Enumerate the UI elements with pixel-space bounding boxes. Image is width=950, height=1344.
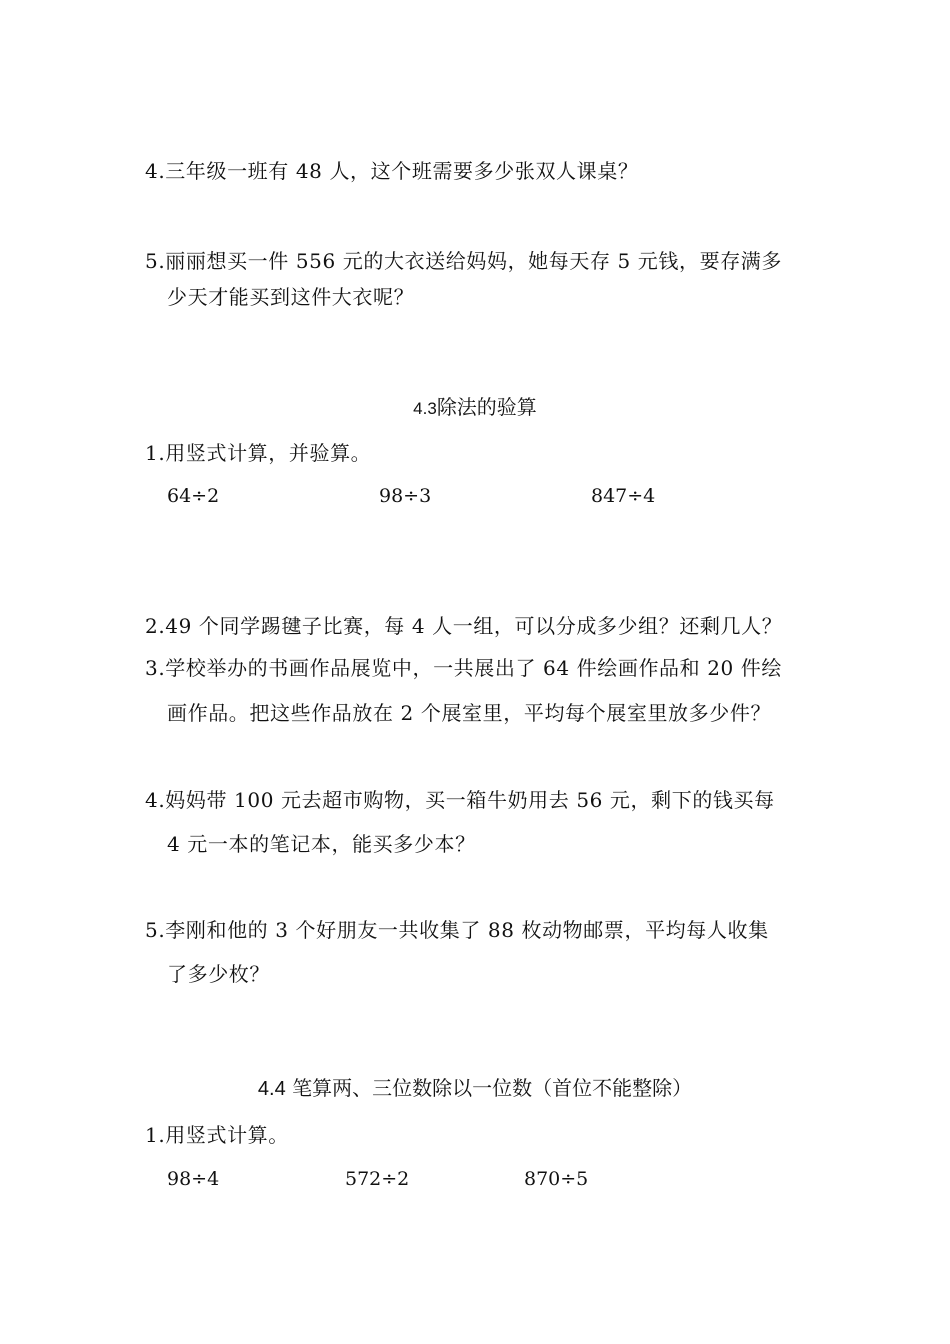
expression-2: 98÷3 <box>379 485 432 507</box>
question-4-3-3-line2: 画作品。把这些作品放在 2 个展室里，平均每个展室里放多少件？ <box>167 701 772 725</box>
question-4-2-5-line1: 5.丽丽想买一件 556 元的大衣送给妈妈，她每天存 5 元钱，要存满多 <box>145 249 783 273</box>
section-title: 笔算两、三位数除以一位数（首位不能整除） <box>292 1076 693 1100</box>
section-number: 4.4 <box>257 1078 286 1100</box>
expression-2: 572÷2 <box>345 1168 410 1190</box>
question-4-3-4-line2: 4 元一本的笔记本，能买多少本？ <box>167 832 476 856</box>
section-number: 4.3 <box>413 399 437 418</box>
question-4-3-5-line1: 5.李刚和他的 3 个好朋友一共收集了 88 枚动物邮票，平均每人收集 <box>145 918 769 942</box>
expression-3: 870÷5 <box>524 1168 589 1190</box>
expression-1: 64÷2 <box>167 485 220 507</box>
question-4-3-2: 2.49 个同学踢毽子比赛，每 4 人一组，可以分成多少组？还剩几人？ <box>145 614 783 638</box>
question-4-2-5-line2: 少天才能买到这件大衣呢？ <box>167 285 415 309</box>
section-heading-4-4 <box>0 1076 950 1101</box>
question-4-2-4: 4.三年级一班有 48 人，这个班需要多少张双人课桌？ <box>145 159 639 183</box>
expression-1: 98÷4 <box>167 1168 220 1190</box>
question-4-3-1: 1.用竖式计算，并验算。 <box>145 441 372 465</box>
question-4-3-4-line1: 4.妈妈带 100 元去超市购物，买一箱牛奶用去 56 元，剩下的钱买每 <box>145 788 775 812</box>
question-4-3-3-line1: 3.学校举办的书画作品展览中，一共展出了 64 件绘画作品和 20 件绘 <box>145 656 783 680</box>
section-title: 除法的验算 <box>436 395 537 419</box>
question-4-4-1: 1.用竖式计算。 <box>145 1123 289 1147</box>
section-heading-4-3 <box>0 395 950 421</box>
expression-3: 847÷4 <box>591 485 656 507</box>
question-4-3-5-line2: 了多少枚？ <box>167 962 270 986</box>
